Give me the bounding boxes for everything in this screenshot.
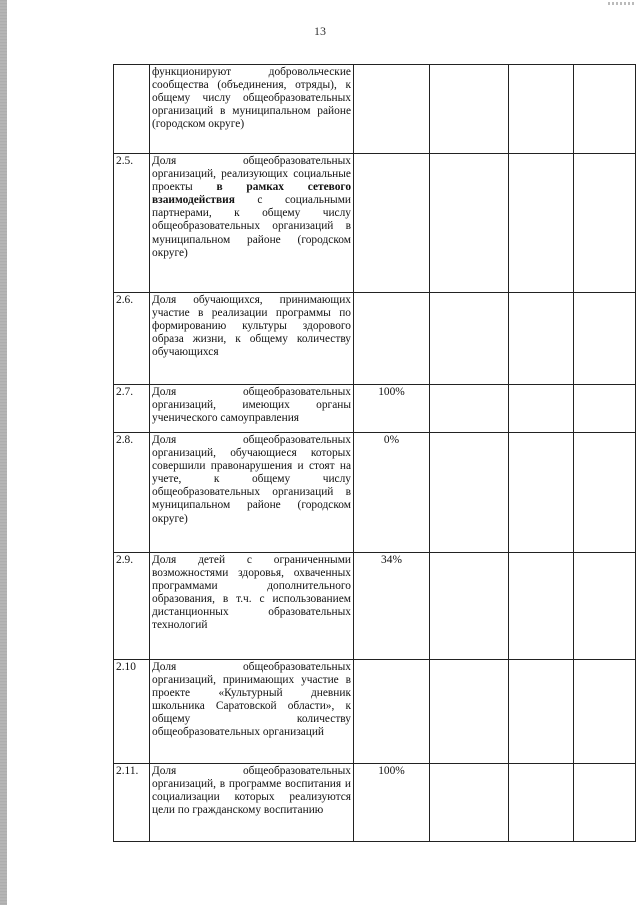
row-value: 34%: [354, 553, 430, 660]
empty-cell: [574, 385, 636, 433]
row-value: 100%: [354, 385, 430, 433]
row-value: 100%: [354, 764, 430, 842]
table-row: [114, 385, 636, 433]
empty-cell: [509, 764, 574, 842]
empty-cell: [574, 293, 636, 385]
empty-cell: [574, 433, 636, 553]
row-description: Доля общеобразовательных организаций, обучающиеся которых совершили правонарушения и стоят на учете, к общему числу общеобразовательных организаций в муниципальном районе (городском округе): [150, 433, 354, 553]
table-row: [114, 433, 636, 553]
empty-cell: [574, 65, 636, 154]
row-number: 2.6.: [114, 293, 150, 385]
row-number: 2.9.: [114, 553, 150, 660]
row-value: [354, 660, 430, 764]
empty-cell: [430, 65, 509, 154]
row-value: [354, 293, 430, 385]
empty-cell: [574, 553, 636, 660]
row-value: 0%: [354, 433, 430, 553]
table-row: [114, 553, 636, 660]
empty-cell: [509, 154, 574, 293]
row-description: Доля общеобразовательных организаций, имеющих органы ученического самоуправления: [150, 385, 354, 433]
row-number: 2.10: [114, 660, 150, 764]
row-number: 2.8.: [114, 433, 150, 553]
page-number: 13: [314, 24, 326, 38]
empty-cell: [430, 293, 509, 385]
scan-corner-mark: [608, 2, 634, 5]
row-description-part: с социальными партнерами, к общему числу общеобразовательных организаций в муниципальном районе (городском округе): [152, 194, 351, 259]
row-description-part: Доля общеобразовательных организаций, реализующих социальные проекты: [152, 155, 351, 194]
empty-cell: [509, 433, 574, 553]
table-row: [114, 154, 636, 293]
table-row: [114, 764, 636, 842]
empty-cell: [430, 553, 509, 660]
empty-cell: [430, 433, 509, 553]
row-number: [114, 65, 150, 154]
row-number: 2.11.: [114, 764, 150, 842]
empty-cell: [509, 65, 574, 154]
empty-cell: [509, 660, 574, 764]
table-row: [114, 65, 636, 154]
empty-cell: [509, 293, 574, 385]
row-description: Доля общеобразовательных организаций, принимающих участие в проекте «Культурный дневник школьника Саратовской области», к общему количеству общеобразовательных организаций: [150, 660, 354, 764]
empty-cell: [509, 553, 574, 660]
row-description: Доля детей с ограниченными возможностями здоровья, охваченных программами дополнительного образования, в т.ч. с использованием дистанционных образовательных технологий: [150, 553, 354, 660]
row-number: 2.7.: [114, 385, 150, 433]
row-value: [354, 154, 430, 293]
row-description: [150, 154, 354, 293]
indicators-table: [113, 64, 636, 842]
empty-cell: [509, 385, 574, 433]
table-row: [114, 293, 636, 385]
empty-cell: [430, 154, 509, 293]
scan-edge: [0, 0, 7, 905]
empty-cell: [430, 660, 509, 764]
table-row: [114, 660, 636, 764]
row-description: функционируют добровольческие сообщества (объединения, отряды), к общему числу общеобразовательных организаций в муниципальном районе (городском округе): [150, 65, 354, 154]
empty-cell: [430, 764, 509, 842]
empty-cell: [430, 385, 509, 433]
row-number: 2.5.: [114, 154, 150, 293]
empty-cell: [574, 660, 636, 764]
empty-cell: [574, 154, 636, 293]
row-value: [354, 65, 430, 154]
empty-cell: [574, 764, 636, 842]
row-description: Доля обучающихся, принимающих участие в реализации программы по формированию культуры здорового образа жизни, к общему количеству обучающихся: [150, 293, 354, 385]
row-description-emphasis: в рамках сетевого взаимодействия: [152, 181, 352, 207]
row-description: Доля общеобразовательных организаций, в программе воспитания и социализации которых реализуются цели по гражданскому воспитанию: [150, 764, 354, 842]
